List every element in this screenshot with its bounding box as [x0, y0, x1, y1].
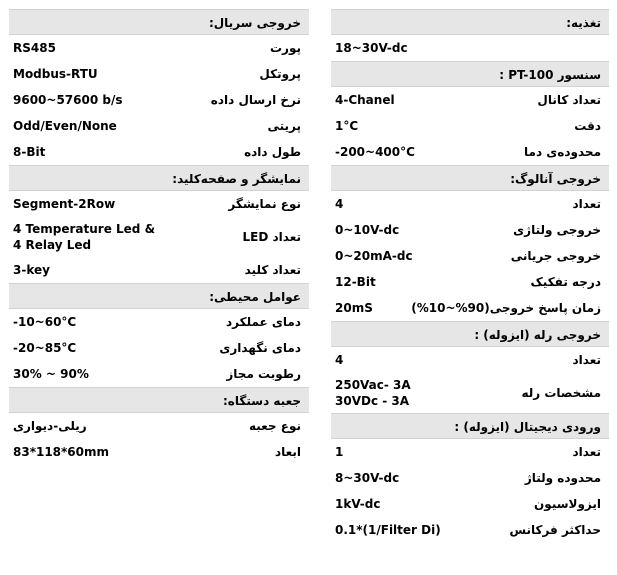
spec-row [331, 517, 609, 543]
spec-row [331, 373, 609, 413]
spec-value-line: 0.1*(1/Filter Di) [335, 523, 441, 537]
spec-label: پورت [270, 41, 301, 55]
spec-value [335, 191, 343, 217]
spec-label: محدوده ولتاژ [524, 471, 601, 485]
spec-row [331, 491, 609, 517]
spec-value [335, 139, 415, 165]
spec-value [13, 361, 89, 387]
spec-value-line: 4 Relay Led [13, 238, 92, 252]
spec-value-line: -200~400°C [335, 145, 415, 159]
spec-row [9, 35, 309, 61]
spec-value [13, 87, 123, 113]
spec-label: حداکثر فرکانس [509, 523, 601, 537]
spec-value [335, 87, 395, 113]
spec-row [331, 295, 609, 321]
left-spec-column [9, 9, 309, 465]
spec-row [9, 439, 309, 465]
spec-row [331, 139, 609, 165]
spec-label: تعداد [572, 353, 601, 367]
spec-value [13, 439, 109, 465]
spec-value-line: 0~20mA-dc [335, 249, 413, 263]
spec-label: محدوده‌ی دما [524, 145, 601, 159]
section-title: خروجی رله (ایزوله) : [331, 321, 609, 347]
spec-value-line: ریلی-دیواری [13, 419, 87, 433]
spec-value-line: 18~30V-dc [335, 41, 408, 55]
spec-value [13, 113, 117, 139]
spec-value-line: -10~60°C [13, 315, 77, 329]
spec-value [335, 465, 399, 491]
spec-label: درجه تفکیک [530, 275, 601, 289]
spec-row [331, 243, 609, 269]
spec-row [331, 269, 609, 295]
section-title: ورودی دیجیتال (ایزوله) : [331, 413, 609, 439]
spec-value-line: 20mS [335, 301, 373, 315]
section-title: نمایشگر و صفحه‌کلید: [9, 165, 309, 191]
spec-row [9, 217, 309, 257]
spec-value [335, 217, 399, 243]
spec-row [9, 335, 309, 361]
spec-row [9, 361, 309, 387]
spec-value-line: 1 [335, 445, 344, 459]
spec-value [335, 347, 343, 373]
spec-value-line: 30% ~ 90% [13, 367, 89, 381]
spec-value [335, 517, 441, 543]
spec-label: تعداد [572, 445, 601, 459]
spec-value-line: 83*118*60mm [13, 445, 110, 459]
right-spec-column [331, 9, 609, 543]
spec-value-line: Odd/Even/None [13, 119, 117, 133]
spec-value-line: 4 [335, 197, 344, 211]
spec-value-line: 3-key [13, 263, 50, 277]
spec-value [13, 257, 50, 283]
section-title: خروجی آنالوگ: [331, 165, 609, 191]
spec-row [9, 87, 309, 113]
spec-value [335, 295, 373, 321]
spec-value [335, 113, 358, 139]
spec-value-line: 8-Bit [13, 145, 46, 159]
section-title: جعبه دستگاه: [9, 387, 309, 413]
spec-value [335, 35, 408, 61]
spec-value-line: 4-Chanel [335, 93, 395, 107]
spec-row [331, 35, 609, 61]
spec-value [335, 373, 411, 413]
spec-row [9, 309, 309, 335]
spec-value-line: 4 [335, 353, 344, 367]
spec-row [9, 61, 309, 87]
spec-label: دمای نگهداری [219, 341, 301, 355]
spec-value [335, 243, 413, 269]
spec-label: نرخ ارسال داده [210, 93, 301, 107]
spec-value [13, 61, 98, 87]
spec-row [9, 191, 309, 217]
spec-value-line: -20~85°C [13, 341, 77, 355]
spec-value [335, 491, 380, 517]
spec-label: ابعاد [274, 445, 301, 459]
section-title: عوامل محیطی: [9, 283, 309, 309]
spec-row [331, 439, 609, 465]
spec-label: تعداد کلید [244, 263, 301, 277]
spec-value [13, 35, 56, 61]
spec-value-line: 250Vac- 3A [335, 378, 411, 392]
spec-value-line: 4 Temperature Led & [13, 222, 156, 236]
spec-value-line: Modbus-RTU [13, 67, 98, 81]
section-title: تغذیه: [331, 9, 609, 35]
spec-value-line: 1°C [335, 119, 359, 133]
spec-value [335, 269, 376, 295]
spec-label: دقت [574, 119, 601, 133]
spec-label: پریتی [267, 119, 301, 133]
spec-row [331, 191, 609, 217]
spec-row [9, 113, 309, 139]
spec-value [13, 139, 45, 165]
spec-value [13, 217, 155, 257]
spec-row [9, 413, 309, 439]
spec-label: خروجی ولتاژی [513, 223, 601, 237]
spec-label: تعداد [572, 197, 601, 211]
spec-value-line: 1kV-dc [335, 497, 381, 511]
spec-label: دمای عملکرد [225, 315, 301, 329]
spec-label: خروجی جریانی [510, 249, 601, 263]
spec-value-line: RS485 [13, 41, 56, 55]
spec-row [331, 113, 609, 139]
spec-value [13, 413, 87, 439]
spec-value [13, 335, 76, 361]
spec-value-line: 30VDc - 3A [335, 394, 410, 408]
spec-value-line: Segment-2Row [13, 197, 116, 211]
spec-value [13, 191, 115, 217]
spec-label: مشخصات رله [521, 386, 601, 400]
spec-label: تعداد کانال [537, 93, 601, 107]
spec-value [335, 439, 343, 465]
section-title: سنسور PT-100 : [331, 61, 609, 87]
spec-label: نوع جعبه [248, 419, 301, 433]
spec-row [331, 465, 609, 491]
spec-row [331, 87, 609, 113]
spec-row [331, 347, 609, 373]
section-title: خروجی سریال: [9, 9, 309, 35]
spec-label: طول داده [244, 145, 301, 159]
spec-label: زمان پاسخ خروجی(90%~10%) [411, 301, 601, 315]
spec-label: رطوبت مجاز [226, 367, 301, 381]
spec-value-line: 12-Bit [335, 275, 376, 289]
spec-value-line: 0~10V-dc [335, 223, 400, 237]
spec-value [13, 309, 76, 335]
spec-label: تعداد LED [242, 230, 301, 244]
spec-value-line: 9600~57600 b/s [13, 93, 123, 107]
spec-row [331, 217, 609, 243]
spec-label: ایزولاسیون [534, 497, 601, 511]
spec-label: نوع نمایشگر [228, 197, 301, 211]
spec-label: پروتکل [259, 67, 301, 81]
spec-value-line: 8~30V-dc [335, 471, 400, 485]
spec-row [9, 139, 309, 165]
spec-row [9, 257, 309, 283]
